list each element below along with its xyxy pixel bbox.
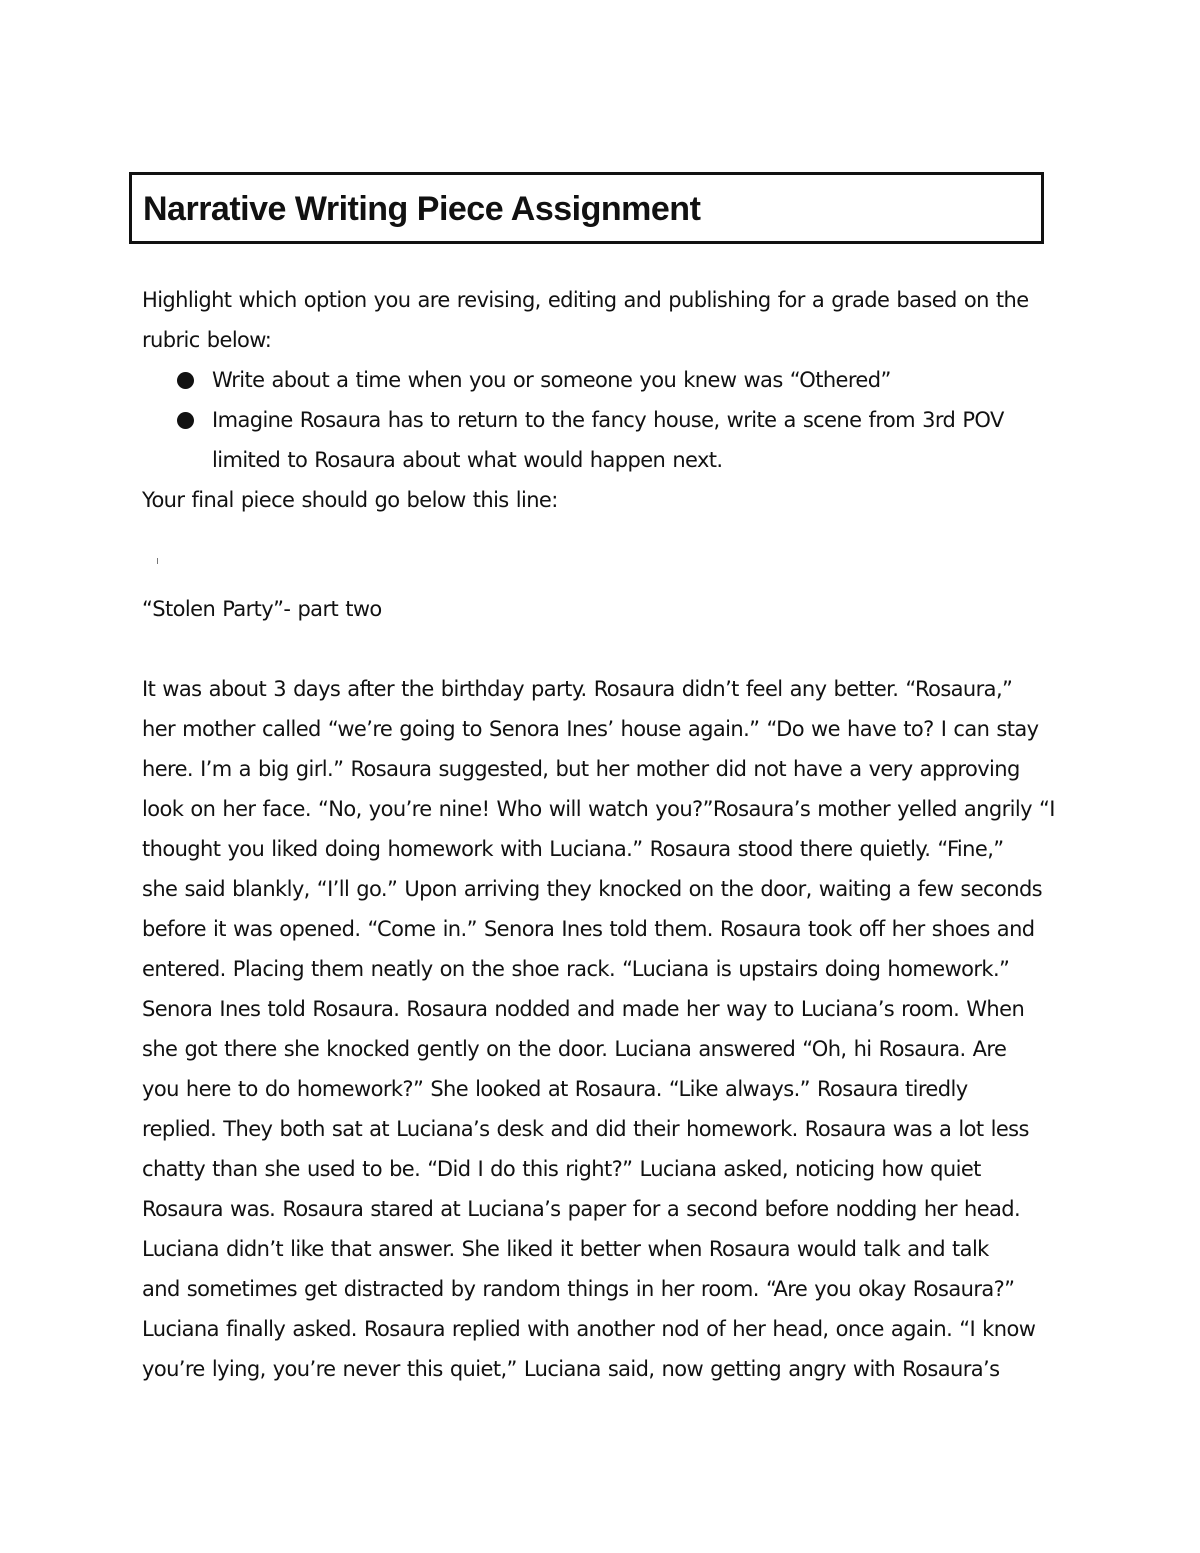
instructions-line: Highlight which option you are revising, editing and publishing for a grade based on the	[142, 288, 1029, 312]
instructions-line: rubric below:	[142, 328, 272, 352]
instructions	[142, 280, 1062, 360]
story-line: you’re lying, you’re never this quiet,” Luciana said, now getting angry with Rosaura’s	[142, 1357, 1000, 1381]
story-line: Rosaura was. Rosaura stared at Luciana’s paper for a second before nodding her head.	[142, 1197, 1021, 1221]
story-line: Senora Ines told Rosaura. Rosaura nodded and made her way to Luciana’s room. When	[142, 997, 1025, 1021]
final-piece-note: Your final piece should go below this line:	[142, 488, 558, 512]
story-line: chatty than she used to be. “Did I do this right?” Luciana asked, noticing how quiet	[142, 1157, 981, 1181]
story-line: she got there she knocked gently on the door. Luciana answered “Oh, hi Rosaura. Are	[142, 1037, 1007, 1061]
bullet-icon	[177, 372, 194, 389]
bullet-icon	[177, 412, 194, 429]
story-line: her mother called “we’re going to Senora Ines’ house again.” “Do we have to? I can stay	[142, 717, 1039, 741]
option-line: Write about a time when you or someone you knew was “Othered”	[212, 368, 891, 392]
story-line: replied. They both sat at Luciana’s desk and did their homework. Rosaura was a lot less	[142, 1117, 1029, 1141]
story-line: look on her face. “No, you’re nine! Who will watch you?”Rosaura’s mother yelled angrily “I	[142, 797, 1055, 821]
story-line: before it was opened. “Come in.” Senora Ines told them. Rosaura took off her shoes and	[142, 917, 1035, 941]
story-line: entered. Placing them neatly on the shoe rack. “Luciana is upstairs doing homework.”	[142, 957, 1010, 981]
story-line: and sometimes get distracted by random things in her room. “Are you okay Rosaura?”	[142, 1277, 1015, 1301]
option-item	[142, 360, 1062, 400]
document-title: Narrative Writing Piece Assignment	[143, 190, 701, 228]
story-line: thought you liked doing homework with Luciana.” Rosaura stood there quietly. “Fine,”	[142, 837, 1004, 861]
story-line: Luciana finally asked. Rosaura replied with another nod of her head, once again. “I know	[142, 1317, 1036, 1341]
option-list	[142, 360, 1062, 480]
story-line: It was about 3 days after the birthday party. Rosaura didn’t feel any better. “Rosaura,”	[142, 677, 1013, 701]
option-item	[142, 400, 1062, 480]
story-line: here. I’m a big girl.” Rosaura suggested, but her mother did not have a very approving	[142, 757, 1020, 781]
story-title: “Stolen Party”- part two	[142, 597, 382, 621]
story-line: you here to do homework?” She looked at Rosaura. “Like always.” Rosaura tiredly	[142, 1077, 968, 1101]
story-line: she said blankly, “I’ll go.” Upon arriving they knocked on the door, waiting a few seconds	[142, 877, 1043, 901]
title-box	[129, 172, 1044, 244]
option-line: limited to Rosaura about what would happen next.	[212, 448, 723, 472]
divider-mark	[157, 558, 158, 564]
option-line: Imagine Rosaura has to return to the fancy house, write a scene from 3rd POV	[212, 408, 1004, 432]
story-body	[142, 669, 1062, 1389]
story-line: Luciana didn’t like that answer. She liked it better when Rosaura would talk and talk	[142, 1237, 989, 1261]
